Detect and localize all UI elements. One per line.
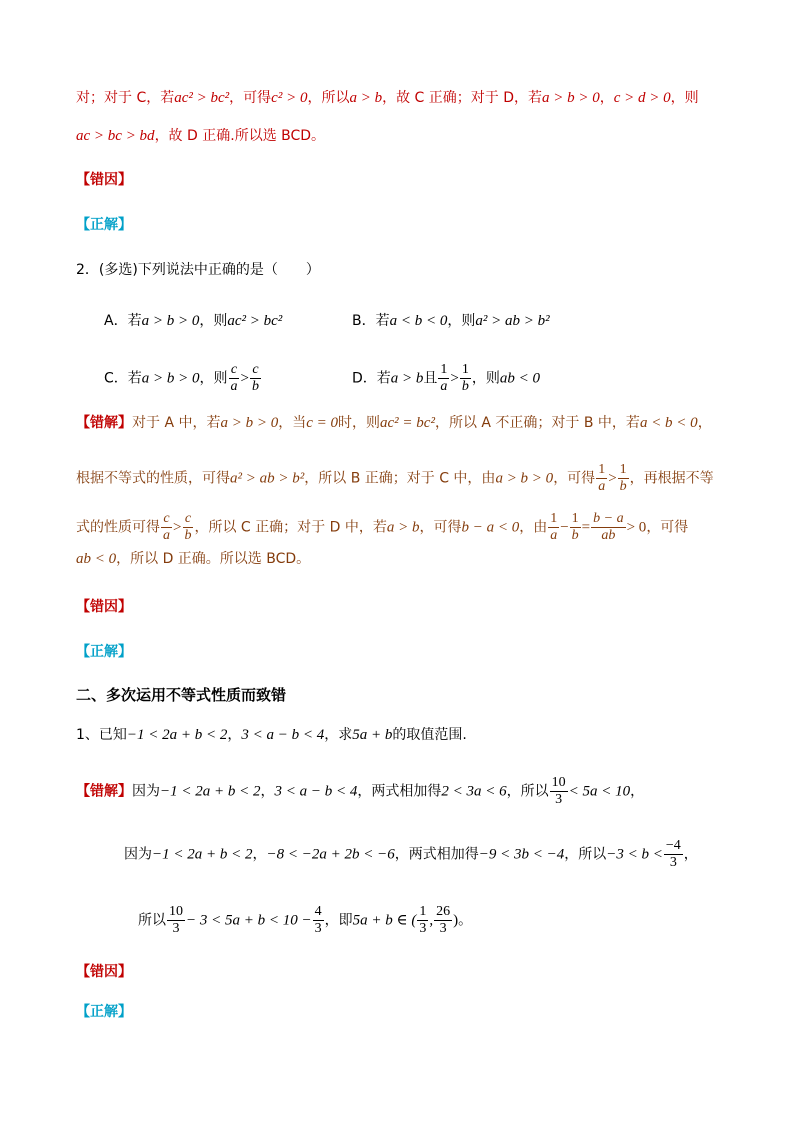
text: ，可得: [553, 470, 596, 487]
text: ，当: [278, 415, 307, 431]
solution-line-1: [76, 88, 699, 108]
math: −1 < 2a + b < 2: [160, 783, 261, 800]
q3-cuojie-line-2: [124, 838, 698, 871]
math: ab < 0: [76, 551, 117, 567]
fraction: $\frac{4}{3}$: [314, 904, 322, 936]
text: 的取值范围.: [392, 727, 467, 743]
fraction: $\frac{c}{b}$: [184, 511, 192, 543]
text: ，即: [324, 912, 353, 929]
solution-line-2: [76, 126, 325, 146]
text: ，则: [670, 90, 699, 106]
text: ，则: [199, 370, 228, 387]
math: ac² > bc²: [174, 90, 230, 106]
math: − 3 < 5a + b < 10 −: [186, 912, 312, 929]
text: ，则: [471, 370, 500, 387]
text: ，求: [324, 727, 353, 743]
text: ，可得: [419, 519, 462, 536]
math: −9 < 3b < −4: [478, 846, 565, 863]
math: −3 < b <: [606, 846, 663, 863]
text: D．若: [352, 370, 391, 387]
option-c: [104, 362, 262, 395]
fraction: $\frac{26}{3}$: [436, 904, 451, 936]
text: ，所以: [564, 846, 607, 863]
cuoyin-label-2: 【错因】: [76, 599, 132, 615]
fraction: $\frac{1}{a}$: [550, 511, 558, 543]
text: ，所以 B 正确；对于 C 中，由: [304, 470, 496, 487]
math: < 5a < 10: [568, 783, 631, 800]
text: ，: [260, 783, 275, 800]
cuoyin-label-3: 【错因】: [76, 964, 132, 980]
math: 3 < a − b < 4: [241, 727, 325, 743]
text: 因为: [132, 783, 160, 800]
text: ，: [227, 727, 242, 743]
section-2-heading: 二、多次运用不等式性质而致错: [76, 686, 287, 704]
fraction: $\frac{10}{3}$: [169, 904, 183, 936]
text: 对于 A 中，若: [132, 415, 221, 431]
math: ): [453, 912, 459, 929]
math: 5a + b ∈ (: [352, 912, 417, 929]
text: ，则: [447, 313, 476, 329]
cuoyin-label-1: 【错因】: [76, 172, 132, 188]
q3-cuojie-line-1: [76, 775, 644, 808]
text: ，: [599, 90, 614, 106]
text: ，故 C 正确；对于 D，若: [382, 90, 542, 106]
math: c = 0: [306, 415, 339, 431]
math: a < b < 0: [639, 415, 698, 431]
zhengjie-label-2: 【正解】: [76, 644, 132, 660]
math: c > d > 0: [613, 90, 671, 106]
fraction: $\frac{c}{a}$: [230, 362, 238, 394]
text: 且: [423, 370, 438, 387]
math: a > b > 0: [141, 370, 200, 387]
text: ，由: [519, 519, 548, 536]
math: a² > ab > b²: [230, 470, 305, 487]
option-a: [104, 311, 282, 331]
math: >: [608, 470, 617, 487]
math: a² > ab > b²: [475, 313, 550, 329]
math: >: [173, 519, 182, 536]
math: a > b > 0: [220, 415, 279, 431]
text: 根据不等式的性质，可得: [76, 470, 230, 487]
q2-cuojie-line-3: [76, 511, 688, 544]
fraction: $\frac{1}{b}$: [571, 511, 579, 543]
math: c² > 0: [271, 90, 308, 106]
fraction: $\frac{1}{3}$: [419, 904, 427, 936]
math: 3 < a − b < 4: [274, 783, 358, 800]
math: a > b > 0: [141, 313, 200, 329]
text: ，故 D 正确.所以选 BCD。: [154, 128, 326, 144]
q2-cuojie-line-4: [76, 549, 310, 569]
math: b − a < 0: [461, 519, 520, 536]
fraction: $\frac{10}{3}$: [551, 775, 566, 807]
text: 。: [458, 912, 473, 929]
text: ，所以: [506, 783, 549, 800]
math: a > b: [386, 519, 420, 536]
q2-cuojie-line-1: [76, 413, 712, 433]
fraction: $\frac{c}{a}$: [163, 511, 170, 543]
math: −1 < 2a + b < 2: [126, 727, 228, 743]
math: ,: [429, 912, 434, 929]
text: ，所以 C 正确；对于 D 中，若: [194, 519, 387, 536]
option-b: [352, 311, 550, 331]
math: ab < 0: [499, 370, 540, 387]
text: ，两式相加得: [394, 846, 479, 863]
math: 2 < 3a < 6: [441, 783, 507, 800]
text: 因为: [124, 846, 152, 863]
text: ，: [252, 846, 267, 863]
text: ，可得: [229, 90, 272, 106]
math: −: [560, 519, 569, 536]
text: A．若: [104, 313, 142, 329]
text: C．若: [104, 370, 142, 387]
math: =: [581, 519, 591, 536]
math: >: [450, 370, 459, 387]
text: ，两式相加得: [357, 783, 442, 800]
math: a > b: [349, 90, 383, 106]
text: 式的性质可得: [76, 519, 160, 536]
fraction: $\frac{c}{b}$: [252, 362, 259, 394]
fraction: $\frac{1}{a}$: [598, 462, 606, 494]
q2-cuojie-line-2: [76, 462, 714, 495]
text: ，可得: [646, 519, 689, 536]
math: a > b > 0: [541, 90, 600, 106]
cuojie-label: 【错解】: [76, 415, 132, 431]
text: ，所以: [307, 90, 350, 106]
text: B．若: [352, 313, 390, 329]
math: ac > bc > bd: [76, 128, 155, 144]
math: −8 < −2a + 2b < −6: [266, 846, 395, 863]
text: ，所以 A 不正确；对于 B 中，若: [434, 415, 640, 431]
fraction: $\frac{b - a}{ab}$: [593, 511, 624, 543]
text: ，: [683, 846, 698, 863]
zhengjie-label-3: 【正解】: [76, 1004, 132, 1020]
q3-cuojie-line-3: [138, 904, 472, 937]
math: ac² = bc²: [380, 415, 435, 431]
option-d: [352, 362, 540, 395]
text: 所以: [138, 912, 166, 929]
math: ac² > bc²: [227, 313, 283, 329]
cuojie-label: 【错解】: [76, 783, 132, 800]
math: a < b < 0: [389, 313, 448, 329]
question-2-stem: 2．(多选)下列说法中正确的是（ ）: [76, 262, 320, 278]
fraction: $\frac{1}{b}$: [619, 462, 627, 494]
fraction: $\frac{-4}{3}$: [665, 838, 681, 870]
fraction: $\frac{1}{b}$: [461, 362, 469, 394]
text: 对；对于 C，若: [76, 90, 175, 106]
text: 1、已知: [76, 727, 127, 743]
math: > 0: [626, 519, 647, 536]
text: ，所以 D 正确。所以选 BCD。: [116, 551, 311, 567]
text: 时，则: [338, 415, 381, 431]
fraction: $\frac{1}{a}$: [440, 362, 448, 394]
text: ，: [630, 783, 645, 800]
math: >: [240, 370, 249, 387]
math: a > b: [390, 370, 424, 387]
text: ，: [697, 415, 712, 431]
math: 5a + b: [352, 727, 393, 743]
question-3-stem: [76, 725, 467, 745]
text: ，则: [199, 313, 228, 329]
math: −1 < 2a + b < 2: [152, 846, 253, 863]
text: ，再根据不等: [629, 470, 714, 487]
zhengjie-label-1: 【正解】: [76, 217, 132, 233]
math: a > b > 0: [495, 470, 554, 487]
